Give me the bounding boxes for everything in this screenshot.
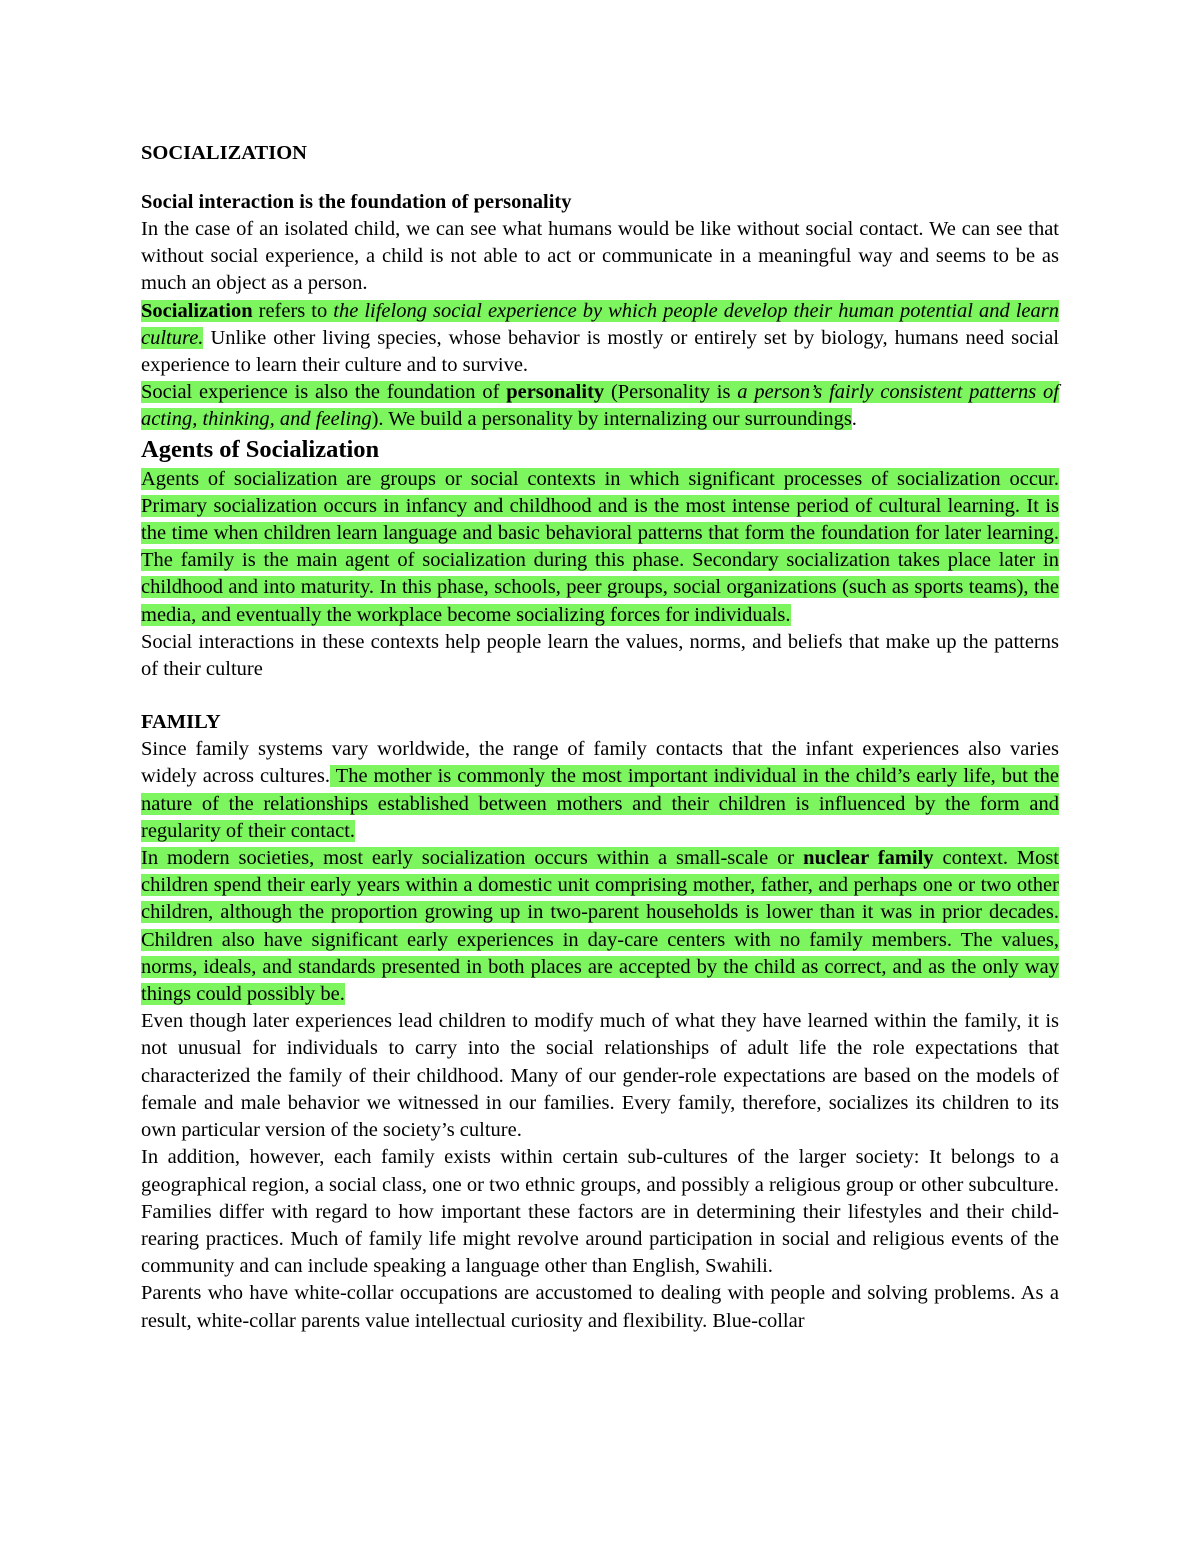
family-paragraph-5: Parents who have white-collar occupations are accustomed to dealing with people and solving problems. As a result, white-collar parents value intellectual curiosity and flexibility. Blue-collar <box>141 1282 1059 1332</box>
family-highlight-1: The mother is commonly the most important individual in the child’s early life, but the nature of the relationships established between mothers and their children is influenced by the form and regularity of their contact. <box>141 765 1060 842</box>
family-paragraph-3: Even though later experiences lead children to modify much of what they have learned within the family, it is not unusual for individuals to carry into the social relationships of adult life the role expectations that characterized the family of their childhood. Many of our gender-role expectations are based on the models of female and male behavior we witnessed in our families. Every family, therefore, socializes its children to its own particular version of the society’s culture. <box>141 1010 1059 1142</box>
personality-definition: a person’s fairly consistent patterns of acting, thinking, and feeling <box>141 381 1060 431</box>
socialization-definition: the lifelong social experience by which people develop their human potential and learn culture. <box>141 299 1059 349</box>
family-highlight-3: Children also have significant early experiences in day-care centers with no family members. The values, norms, ideals, and standards presented in both places are accepted by the child as correct, and as the only way things could possibly be. <box>141 928 1059 1006</box>
personality-period: . <box>851 408 857 431</box>
refers-text: refers to <box>252 299 334 322</box>
intro-paragraph-3 <box>141 379 1059 433</box>
socialization-term: Socialization <box>141 299 253 322</box>
intro-paragraph-2 <box>141 298 1059 380</box>
nuclear-family-term: nuclear family <box>803 847 934 870</box>
family-heading: FAMILY <box>141 711 221 734</box>
personality-lead: Social experience is also the foundation of <box>141 381 507 404</box>
personality-paren: (Personality is <box>604 381 738 404</box>
agents-heading: Agents of Socialization <box>141 435 380 463</box>
family-paragraph-2 <box>141 845 1059 1008</box>
family-paragraph-1 <box>141 736 1059 845</box>
personality-rest: ). We build a personality by internalizing our surroundings <box>371 408 852 431</box>
intro-paragraph-2-rest: Unlike other living species, whose behavior is mostly or entirely set by biology, humans need social experience to learn their culture and to survive. <box>141 326 1059 377</box>
agents-paragraph-2: Social interactions in these contexts help people learn the values, norms, and beliefs that make up the patterns of their culture <box>141 630 1059 681</box>
highlighted-personality <box>141 381 1059 430</box>
intro-heading: Social interaction is the foundation of personality <box>141 191 572 213</box>
family-paragraph-1-plain: Since family systems vary worldwide, the range of family contacts that the infant experiences also varies widely across cultures. <box>141 738 1059 788</box>
family-paragraph-2-lead: In modern societies, most early socialization occurs within a small-scale or <box>141 847 804 870</box>
agents-highlight-1: Agents of socialization are groups or social contexts in which significant processes of socialization occur. <box>141 467 1059 490</box>
intro-paragraph-1: In the case of an isolated child, we can see what humans would be like without social contact. We can see that without social experience, a child is not able to act or communicate in a meaningful way and seems to be as much an object as a person. <box>141 218 1059 295</box>
personality-term: personality <box>506 381 605 404</box>
family-highlight-2 <box>141 847 1059 923</box>
family-paragraph-2-rest: context. Most children spend their early years within a domestic unit comprising mother, father, and perhaps one or two other children, although the proportion growing up in two-parent households is lower than it was in prior decades. <box>141 847 1060 924</box>
agents-highlight-2: Primary socialization occurs in infancy and childhood and is the most intense period of cultural learning. It is the time when children learn language and basic behavioral patterns that form the foundation for later learning. The family is the main agent of socialization during this phase. Secondary socialization takes place later in childhood and into maturity. <box>141 494 1059 599</box>
family-paragraph-4: In addition, however, each family exists within certain sub-cultures of the larger society: It belongs to a geographical region, a social class, one or two ethnic groups, and possibly a religious group or other subculture. Families differ with regard to how important these factors are in determining their lifestyles and their child-rearing practices. Much of family life might revolve around participation in social and religious events of the community and can include speaking a language other than English, Swahili. <box>141 1146 1059 1278</box>
agents-paragraph-1 <box>141 466 1059 629</box>
document-page <box>141 140 1059 1335</box>
document-title: SOCIALIZATION <box>141 142 307 164</box>
agents-highlight-3: In this phase, schools, peer groups, social organizations (such as sports teams), the media, and eventually the workplace become socializing forces for individuals. <box>141 576 1060 626</box>
